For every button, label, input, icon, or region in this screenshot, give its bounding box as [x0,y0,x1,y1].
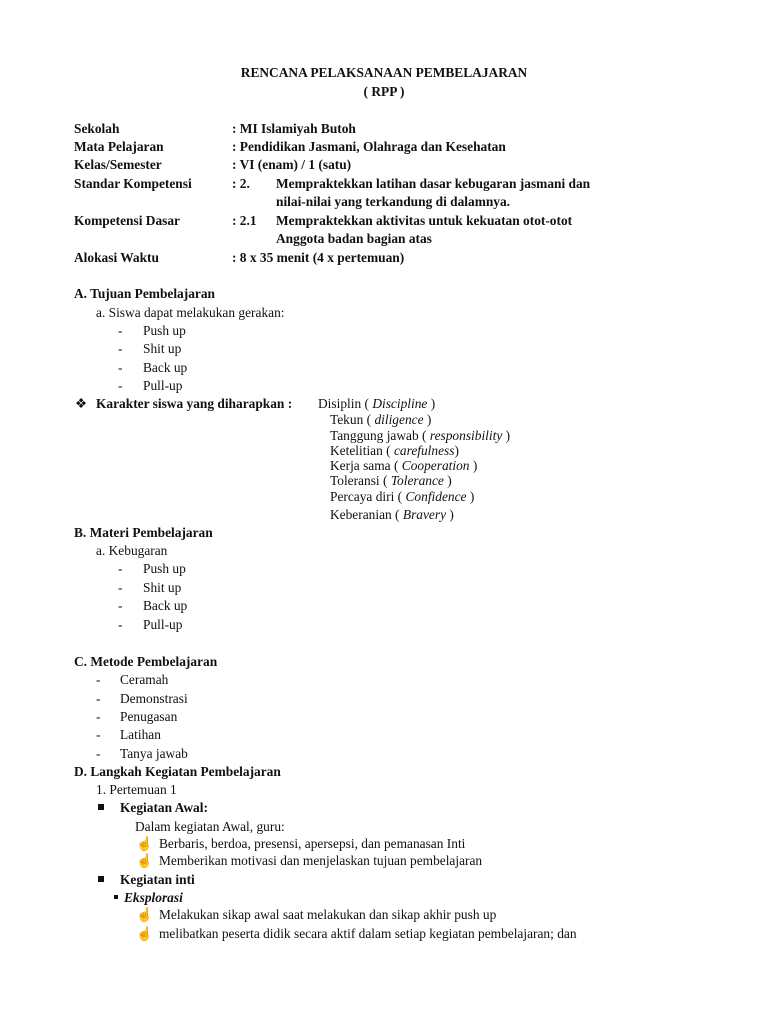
section-c-heading: C. Metode Pembelajaran [74,654,218,669]
list-item: Tanya jawab [120,746,188,761]
identity-value-kd-number: : 2.1 [232,213,257,228]
square-bullet-icon [98,804,104,810]
list-dash: - [96,727,101,742]
list-item: Pull-up [143,378,183,393]
list-item: Latihan [120,727,161,742]
list-dash: - [118,341,123,356]
character-item: Tanggung jawab ( responsibility ) [330,428,511,443]
kegiatan-awal-intro: Dalam kegiatan Awal, guru: [135,819,285,834]
meeting-label: 1. Pertemuan 1 [96,782,177,797]
identity-value-kelas: : VI (enam) / 1 (satu) [232,157,352,172]
identity-value-waktu: : 8 x 35 menit (4 x pertemuan) [232,250,405,265]
section-d-heading: D. Langkah Kegiatan Pembelajaran [74,764,281,779]
character-item: Percaya diri ( Confidence ) [330,489,475,504]
kegiatan-inti-heading: Kegiatan inti [120,872,195,887]
pointing-hand-icon: ☝ [136,907,153,922]
document-subtitle: ( RPP ) [363,84,405,99]
list-item: Pull-up [143,617,183,632]
list-item: Ceramah [120,672,169,687]
identity-value-kd-text: Mempraktekkan aktivitas untuk kekuatan otot-otot [276,213,573,228]
identity-value-sk-text: Mempraktekkan latihan dasar kebugaran jasmani dan [276,176,591,191]
list-dash: - [118,360,123,375]
identity-value-kd-cont: Anggota badan bagian atas [276,231,432,246]
list-item: Memberikan motivasi dan menjelaskan tujuan pembelajaran [159,853,483,868]
identity-label-sk: Standar Kompetensi [74,176,192,191]
identity-label-waktu: Alokasi Waktu [74,250,159,265]
identity-label-mapel: Mata Pelajaran [74,139,164,154]
section-a-sub: a. Siswa dapat melakukan gerakan: [96,305,285,320]
list-dash: - [118,378,123,393]
list-item: Shit up [143,341,182,356]
list-dash: - [96,709,101,724]
identity-value-sk-cont: nilai-nilai yang terkandung di dalamnya. [276,194,511,209]
character-item: Keberanian ( Bravery ) [330,507,454,522]
character-item: Ketelitian ( carefulness) [330,443,459,458]
identity-value-mapel: : Pendidikan Jasmani, Olahraga dan Kesehatan [232,139,506,154]
section-a-heading: A. Tujuan Pembelajaran [74,286,215,301]
list-item: melibatkan peserta didik secara aktif dalam setiap kegiatan pembelajaran; dan [159,926,577,941]
square-bullet-icon [98,876,104,882]
character-item: Tekun ( diligence ) [330,412,432,427]
list-item: Berbaris, berdoa, presensi, apersepsi, dan pemanasan Inti [159,836,466,851]
pointing-hand-icon: ☝ [136,853,153,868]
list-item: Push up [143,323,186,338]
small-square-bullet-icon [114,895,118,899]
character-item: Kerja sama ( Cooperation ) [330,458,478,473]
list-dash: - [96,691,101,706]
identity-label-kd: Kompetensi Dasar [74,213,181,228]
list-item: Back up [143,360,188,375]
list-item: Push up [143,561,186,576]
list-dash: - [118,617,123,632]
list-dash: - [96,746,101,761]
list-item: Back up [143,598,188,613]
kegiatan-awal-heading: Kegiatan Awal: [120,800,208,815]
list-dash: - [118,561,123,576]
section-b-heading: B. Materi Pembelajaran [74,525,213,540]
diamond-bullet-icon: ❖ [75,396,88,411]
document-title: RENCANA PELAKSANAAN PEMBELAJARAN [240,65,528,80]
section-b-sub: a. Kebugaran [96,543,168,558]
list-dash: - [96,672,101,687]
identity-label-kelas: Kelas/Semester [74,157,162,172]
list-item: Penugasan [120,709,178,724]
character-item: Disiplin ( Discipline ) [318,396,436,411]
list-item: Demonstrasi [120,691,188,706]
list-dash: - [118,598,123,613]
pointing-hand-icon: ☝ [136,926,153,941]
list-dash: - [118,323,123,338]
identity-label-sekolah: Sekolah [74,121,120,136]
list-item: Melakukan sikap awal saat melakukan dan sikap akhir push up [159,907,497,922]
identity-value-sk-number: : 2. [232,176,250,191]
list-item: Shit up [143,580,182,595]
pointing-hand-icon: ☝ [136,836,153,851]
list-dash: - [118,580,123,595]
eksplorasi-heading: Eksplorasi [124,890,183,905]
character-item: Toleransi ( Tolerance ) [330,473,452,488]
character-label: Karakter siswa yang diharapkan : [96,396,293,411]
identity-value-sekolah: : MI Islamiyah Butoh [232,121,356,136]
